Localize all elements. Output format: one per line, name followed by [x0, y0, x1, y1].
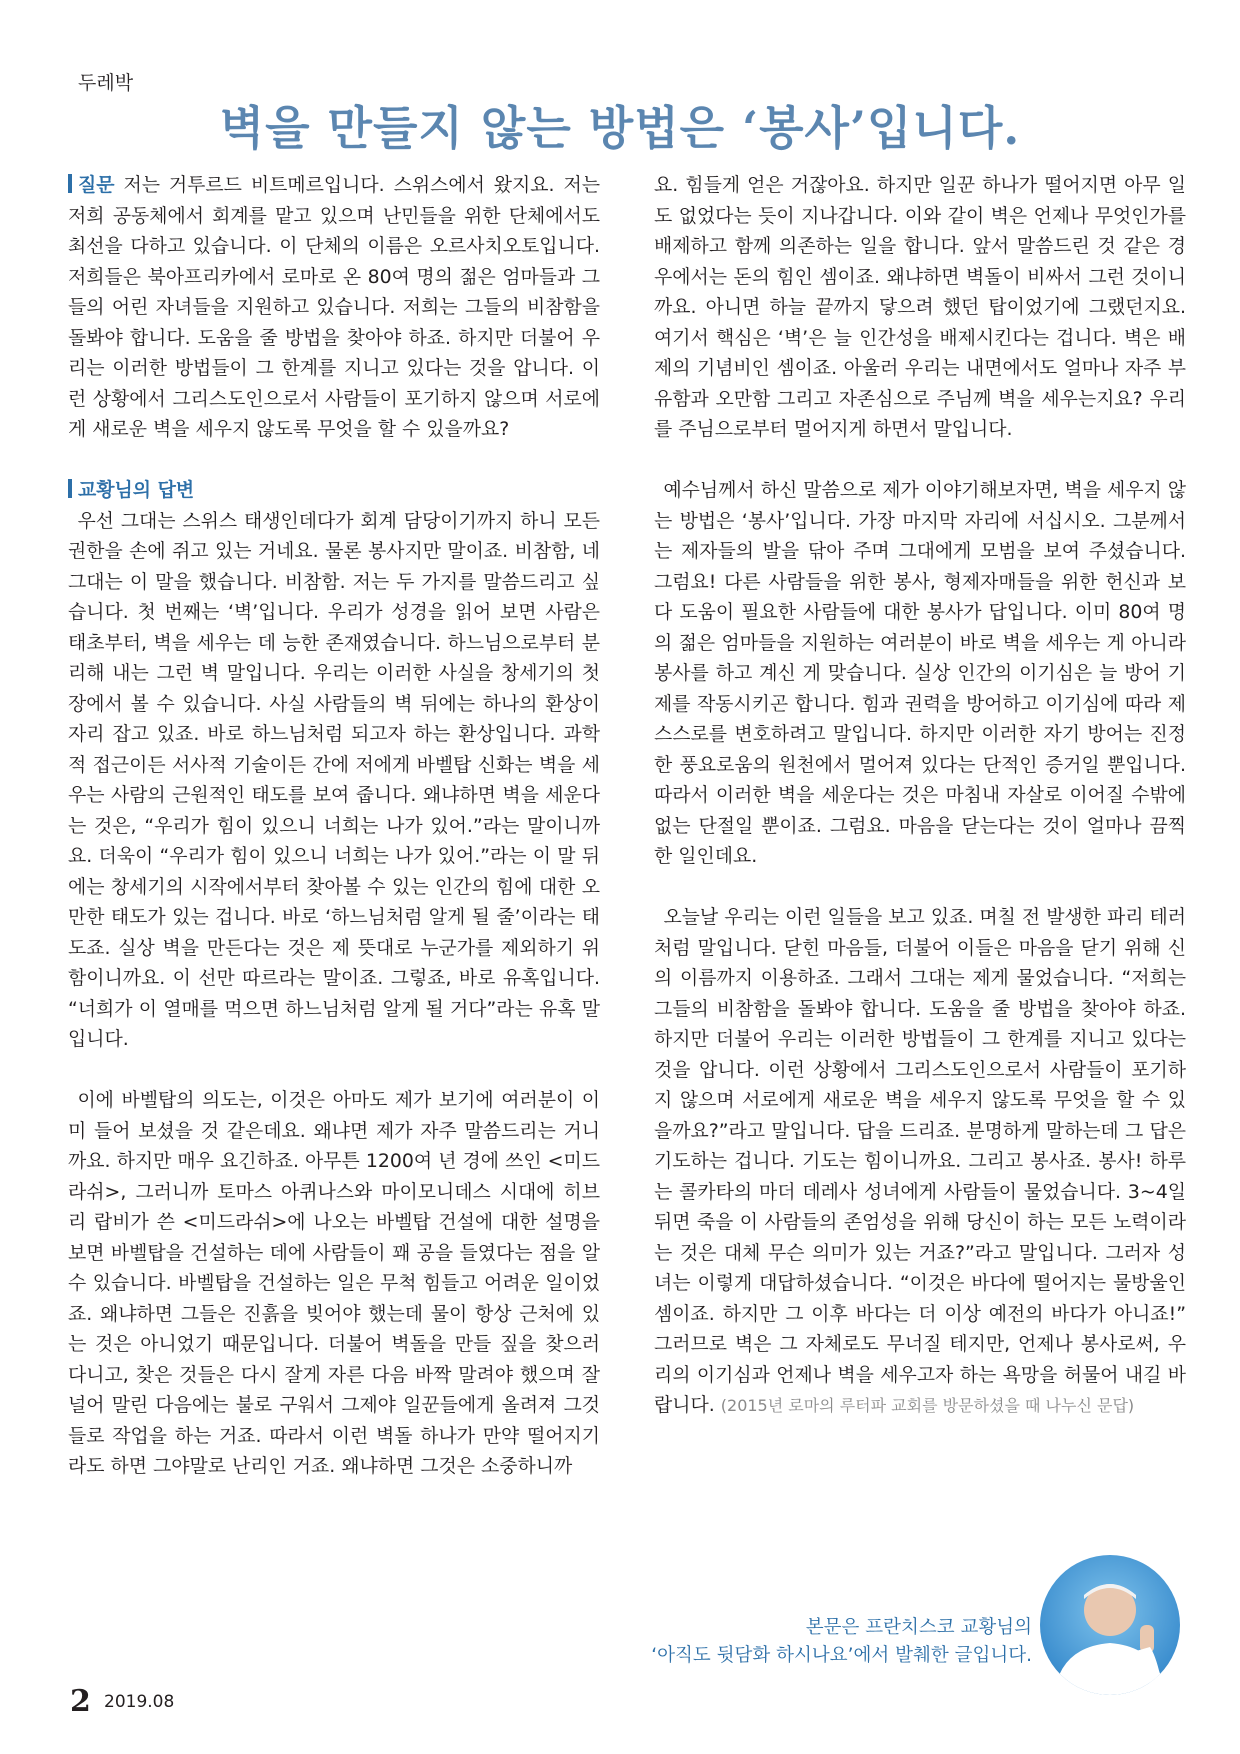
portrait-figure-icon [1040, 1555, 1180, 1695]
excerpt-note-line: 본문은 프란치스코 교황님의 [805, 1617, 1032, 1638]
body-paragraph: 예수님께서 하신 말씀으로 제가 이야기해보자면, 벽을 세우지 않는 방법은 ‘봉사’입니다. 가장 마지막 자리에 서십시오. 그분께서는 제자들의 발을 닦아 주며 그대에게 모범을 보여 주셨습니다. 그럼요! 다른 사람들을 위한 봉사, 형제자매들을 위한 헌신과 보다 도움이 필요한 사람들에 대한 봉사가 답입니다. 이미 80여 명의 젊은 엄마들을 지원하는 여러분이 바로 벽을 세우는 게 아니라 봉사를 하고 계신 게 맞습니다. 실상 인간의 이기심은 늘 방어 기제를 작동시키곤 합니다. 힘과 권력을 방어하고 이기심에 따라 제 스스로를 변호하려고 말입니다. 하지만 이러한 자기 방어는 진정한 풍요로움의 원천에서 멀어져 있다는 단적인 증거일 뿐입니다. 따라서 이러한 벽을 세운다는 것은 마침내 자살로 이어질 수밖에 없는 단절일 뿐이죠. 그럼요. 마음을 닫는다는 것이 얼마나 끔찍한 일인데요. [654, 479, 1186, 867]
pope-portrait [1040, 1555, 1180, 1695]
body-paragraph: 오늘날 우리는 이런 일들을 보고 있죠. 며칠 전 발생한 파리 테러처럼 말입니다. 닫힌 마음들, 더불어 이들은 마음을 닫기 위해 신의 이름까지 이용하죠. 그래서 그대는 제게 물었습니다. “저희는 그들의 비참함을 돌봐야 합니다. 도움을 줄 방법을 찾아야 하죠. 하지만 더불어 우리는 이러한 방법들이 그 한계를 지니고 있다는 것을 압니다. 이런 상황에서 그리스도인으로서 사람들이 포기하지 않으며 서로에게 새로운 벽을 세우지 않도록 무엇을 할 수 있을까요?”라고 말입니다. 답을 드리죠. 분명하게 말하는데 그 답은 기도하는 겁니다. 기도는 힘이니까요. 그리고 봉사죠. 봉사! 하루는 콜카타의 마더 데레사 성녀에게 사람들이 물었습니다. 3~4일 뒤면 죽을 이 사람들의 존엄성을 위해 당신이 하는 모든 노력이라는 것은 대체 무슨 의미가 있는 거죠?”라고 말입니다. 그러자 성녀는 이렇게 대답하셨습니다. “이것은 바다에 떨어지는 물방울인 셈이죠. 하지만 그 이후 바다는 더 이상 예전의 바다가 아니죠!” 그러므로 벽은 그 자체로도 무너질 테지만, 언제나 봉사로써, 우리의 이기심과 언제나 벽을 세우고자 하는 욕망을 허물어 내길 바랍니다. (2015년 로마의 루터파 교회를 방문하셨을 때 나누신 문답) [654, 906, 1186, 1416]
excerpt-note [651, 1614, 1032, 1670]
body-paragraph: 요. 힘들게 얻은 거잖아요. 하지만 일꾼 하나가 떨어지면 아무 일도 없었다는 듯이 지나갑니다. 이와 같이 벽은 언제나 무엇인가를 배제하고 함께 의존하는 일을 합니다. 앞서 말씀드린 것 같은 경우에서는 돈의 힘인 셈이죠. 왜냐하면 벽돌이 비싸서 그런 것이니까요. 아니면 하늘 끝까지 닿으려 했던 탑이었기에 그랬던지요. 여기서 핵심은 ‘벽’은 늘 인간성을 배제시킨다는 겁니다. 벽은 배제의 기념비인 셈이죠. 아울러 우리는 내면에서도 얼마나 자주 부유함과 오만함 그리고 자존심으로 주님께 벽을 세우는지요? 우리를 주님으로부터 멀어지게 하면서 말입니다. [654, 174, 1186, 440]
excerpt-note-line: ‘아직도 뒷담화 하시나요’에서 발췌한 글입니다. [651, 1645, 1032, 1666]
body-paragraph: 우선 그대는 스위스 태생인데다가 회계 담당이기까지 하니 모든 권한을 손에 쥐고 있는 거네요. 물론 봉사지만 말이죠. 비참함, 네 그대는 이 말을 했습니다. 비참함. 저는 두 가지를 말씀드리고 싶습니다. 첫 번째는 ‘벽’입니다. 우리가 성경을 읽어 보면 사람은 태초부터, 벽을 세우는 데 능한 존재였습니다. 하느님으로부터 분리해 내는 그런 벽 말입니다. 우리는 이러한 사실을 창세기의 첫 장에서 볼 수 있습니다. 사실 사람들의 벽 뒤에는 하나의 환상이 자리 잡고 있죠. 바로 하느님처럼 되고자 하는 환상입니다. 과학적 접근이든 서사적 기술이든 간에 저에게 바벨탑 신화는 벽을 세우는 사람의 근원적인 태도를 보여 줍니다. 왜냐하면 벽을 세운다는 것은, “우리가 힘이 있으니 너희는 나가 있어.”라는 말이니까요. 더욱이 “우리가 힘이 있으니 너희는 나가 있어.”라는 이 말 뒤에는 창세기의 시작에서부터 찾아볼 수 있는 인간의 힘에 대한 오만한 태도가 있는 겁니다. 바로 ‘하느님처럼 알게 될 줄’이라는 태도죠. 실상 벽을 만든다는 것은 제 뜻대로 누군가를 제외하기 위함이니까요. 이 선만 따르라는 말이죠. 그렇죠, 바로 유혹입니다. “너희가 이 열매를 먹으면 하느님처럼 알게 될 거다”라는 유혹 말입니다. [68, 509, 600, 1050]
body-paragraph: 이에 바벨탑의 의도는, 이것은 아마도 제가 보기에 여러분이 이미 들어 보셨을 것 같은데요. 왜냐면 제가 자주 말씀드리는 거니까요. 하지만 매우 요긴하죠. 아무튼 1200여 년 경에 쓰인 <미드라쉬>, 그러니까 토마스 아퀴나스와 마이모니데스 시대에 히브리 랍비가 쓴 <미드라쉬>에 나오는 바벨탑 건설에 대한 설명을 보면 바벨탑을 건설하는 데에 사람들이 꽤 공을 들였다는 점을 알 수 있습니다. 바벨탑을 건설하는 일은 무척 힘들고 어려운 일이었죠. 왜냐하면 그들은 진흙을 빚어야 했는데 물이 항상 근처에 있는 것은 아니었기 때문입니다. 더불어 벽돌을 만들 짚을 찾으러 다니고, 찾은 것들은 다시 잘게 자른 다음 바짝 말려야 했으며 잘 널어 말린 다음에는 불로 구워서 그제야 일꾼들에게 올려져 그것들로 작업을 하는 거죠. 따라서 이런 벽돌 하나가 만약 떨어지기라도 하면 그야말로 난리인 거죠. 왜냐하면 그것은 소중하니까 [68, 1089, 600, 1477]
answer-label: 교황님의 답변 [68, 475, 600, 506]
label-bar-icon [68, 479, 72, 498]
source-note: (2015년 로마의 루터파 교회를 방문하셨을 때 나누신 문답) [720, 1396, 1135, 1415]
section-tag: 두레박 [78, 72, 134, 94]
question-text: 저는 거투르드 비트메르입니다. 스위스에서 왔지요. 저는 저희 공동체에서 회계를 맡고 있으며 난민들을 위한 단체에서도 최선을 다하고 있습니다. 이 단체의 이름은 오르사치오토입니다. 저희들은 북아프리카에서 로마로 온 80여 명의 젊은 엄마들과 그들의 어린 자녀들을 지원하고 있습니다. 저희는 그들의 비참함을 돌봐야 합니다. 도움을 줄 방법을 찾아야 하죠. 하지만 더불어 우리는 이러한 방법들이 그 한계를 지니고 있다는 것을 압니다. 이런 상황에서 그리스도인으로서 사람들이 포기하지 않으며 서로에게 새로운 벽을 세우지 않도록 무엇을 할 수 있을까요? [68, 174, 600, 440]
page-number: 2 [70, 1684, 91, 1719]
left-column [68, 170, 600, 1512]
question-label: 질문 [68, 174, 115, 196]
issue-date: 2019.08 [104, 1692, 175, 1712]
label-bar-icon [68, 174, 72, 193]
question-paragraph [68, 170, 600, 445]
right-column [654, 170, 1186, 1452]
page-title: 벽을 만들지 않는 방법은 ‘봉사’입니다. [219, 101, 1021, 155]
